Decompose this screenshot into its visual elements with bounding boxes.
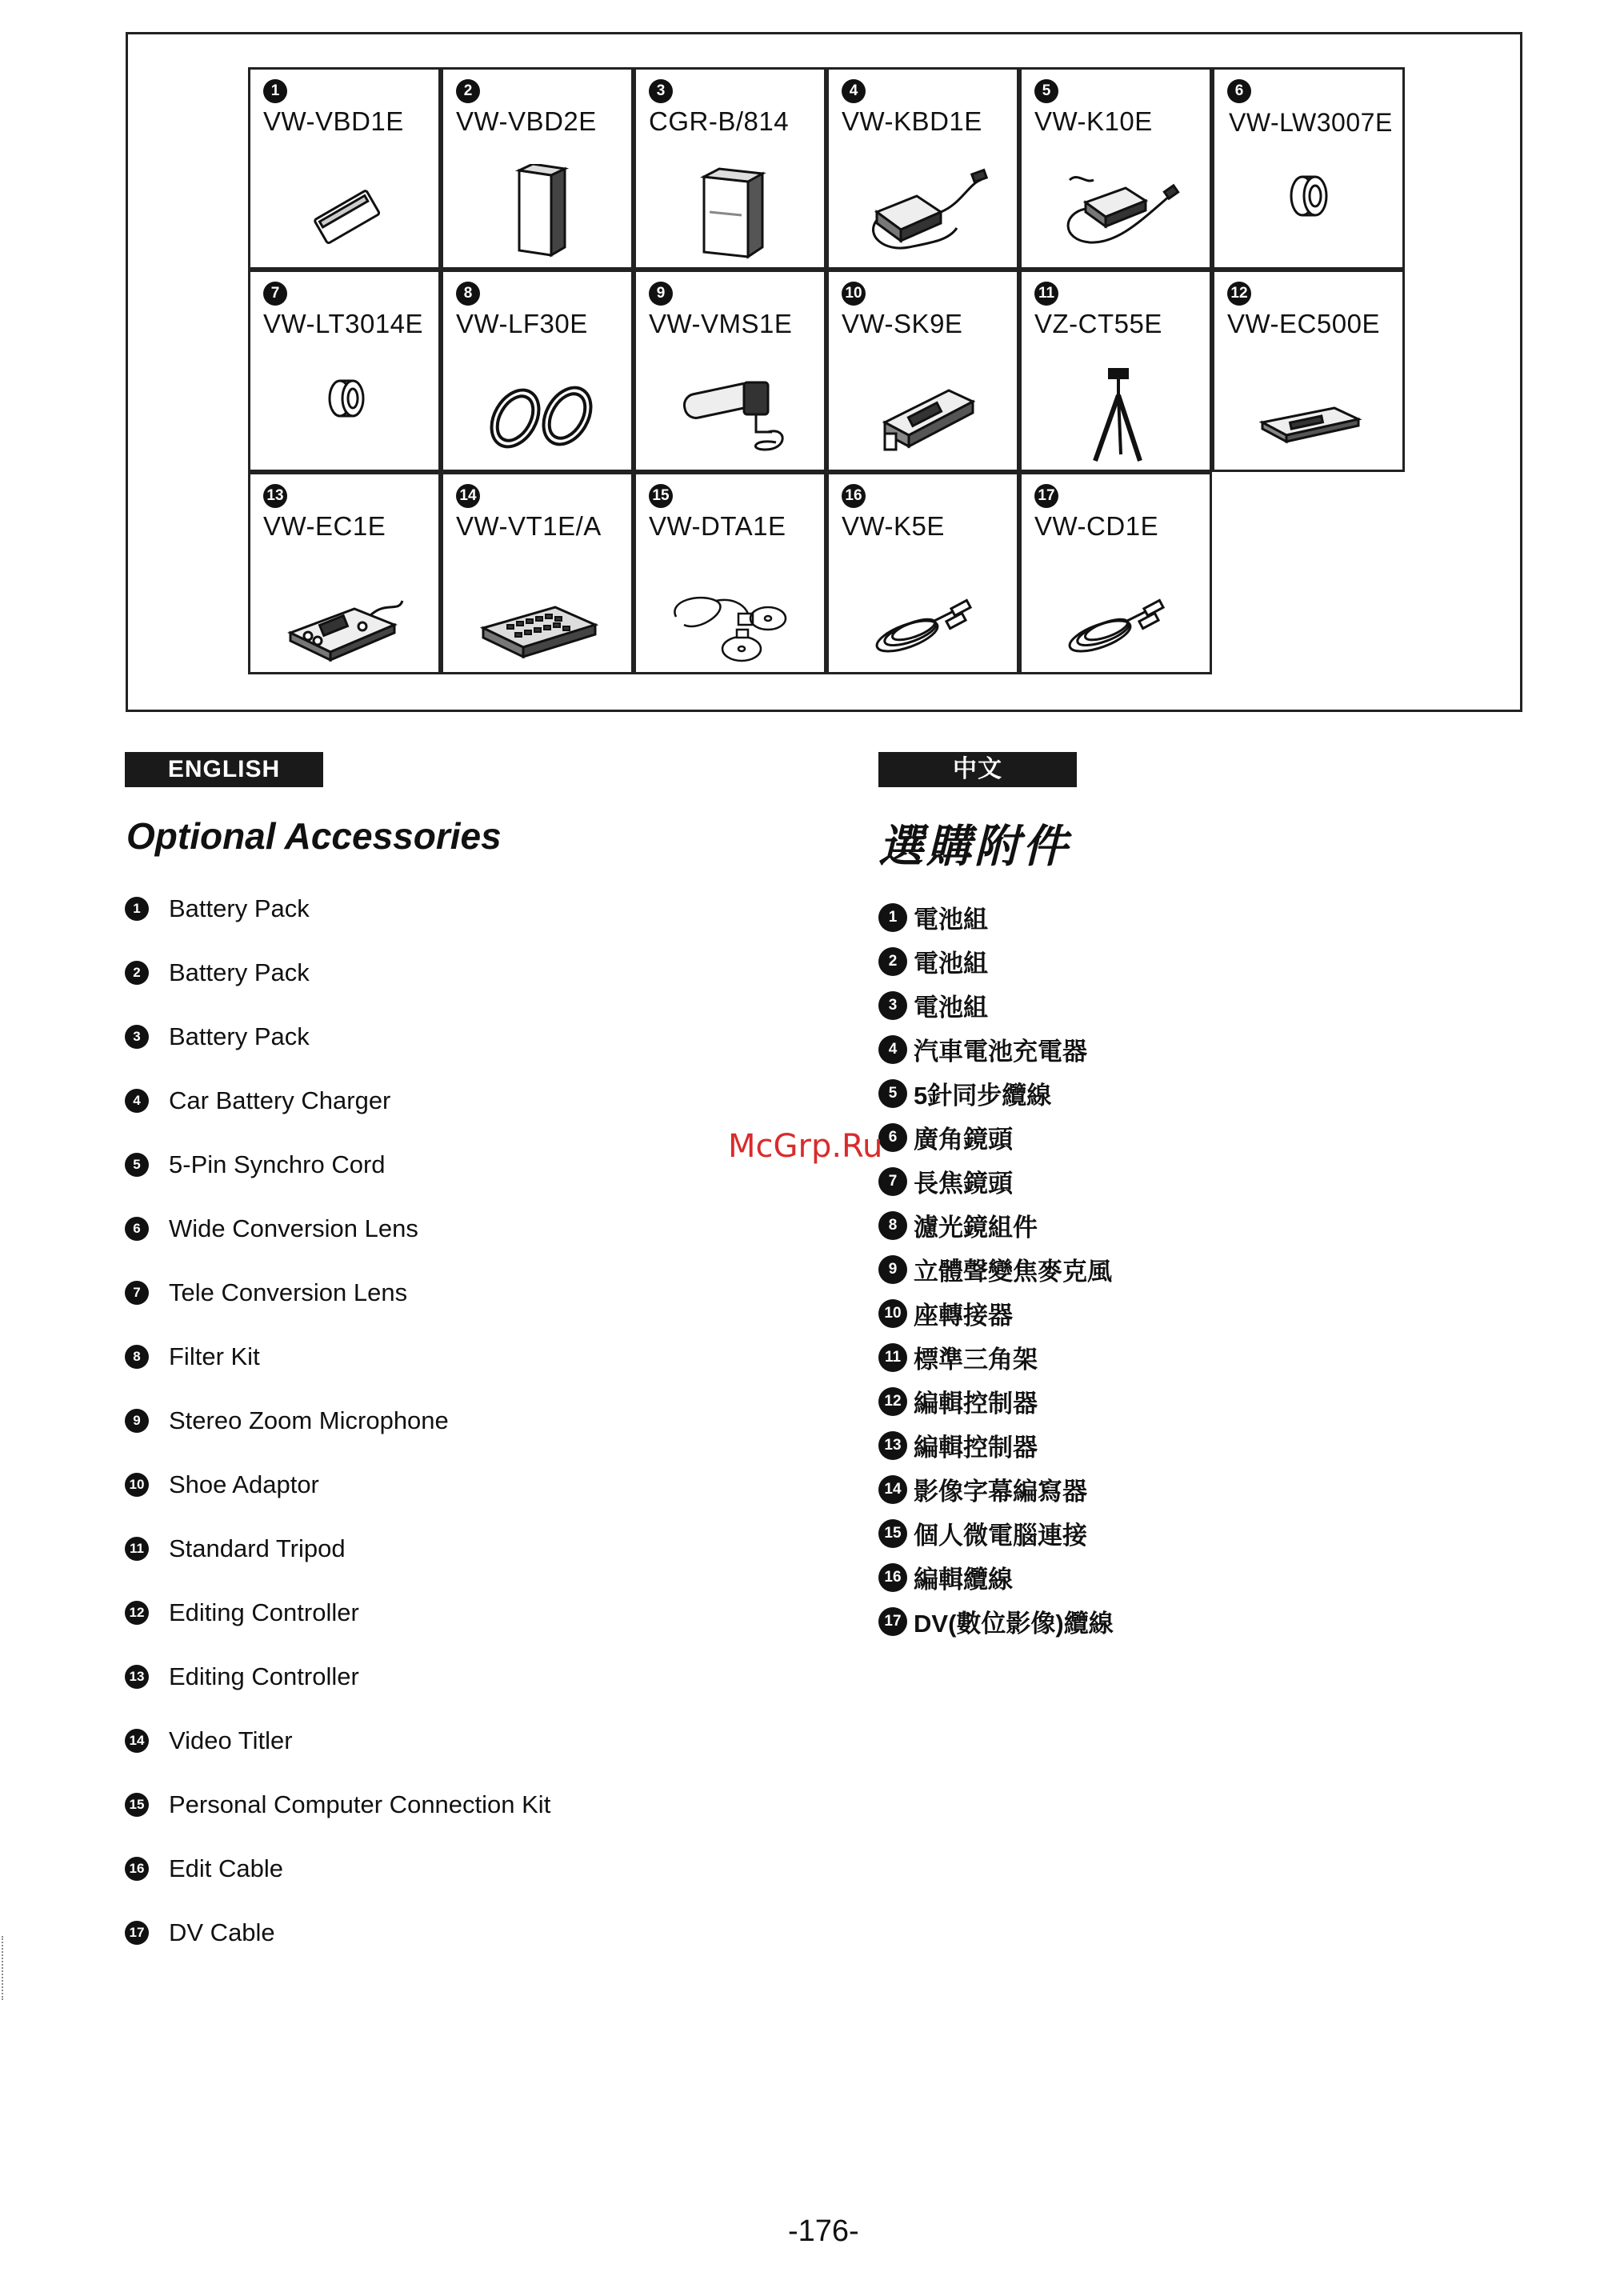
video-titler-icon [475, 569, 603, 665]
item-number-badge: 11 [125, 1537, 149, 1561]
list-item [878, 1339, 1038, 1373]
accessory-cell [1212, 270, 1405, 472]
item-label: Video Titler [169, 1726, 293, 1754]
model-number: VZ-CT55E [1034, 309, 1162, 338]
model-number: VW-VMS1E [649, 309, 793, 338]
model-number: VW-K5E [842, 511, 945, 541]
list-item [125, 1533, 346, 1565]
item-label: 立體聲變焦麥克風 [914, 1258, 1112, 1286]
item-number-badge: 15 [878, 1519, 907, 1548]
item-number-badge: 9 [649, 282, 673, 306]
item-number-badge: 17 [1034, 484, 1058, 508]
battery-pack-icon [475, 164, 603, 260]
accessory-cell [1019, 67, 1212, 270]
accessory-cell [441, 472, 634, 674]
list-item [125, 1789, 550, 1821]
item-label: 個人微電腦連接 [914, 1522, 1087, 1550]
editing-controller-icon [1246, 366, 1374, 462]
item-number-badge: 11 [1034, 282, 1058, 306]
item-number-badge: 7 [125, 1281, 149, 1305]
item-number-badge: 13 [878, 1431, 907, 1460]
item-label: DV Cable [169, 1918, 275, 1946]
item-label: 5針同步纜線 [914, 1082, 1052, 1110]
list-item [125, 1341, 260, 1373]
conversion-lens-icon [1246, 164, 1374, 260]
accessory-cell [826, 67, 1019, 270]
accessory-cell [441, 67, 634, 270]
item-label: 濾光鏡組件 [914, 1214, 1038, 1242]
item-number-badge: 4 [842, 79, 866, 103]
accessory-cell [1212, 67, 1405, 270]
model-number: VW-VBD2E [456, 106, 597, 136]
accessory-cell [441, 270, 634, 472]
scan-edge-mark [2, 1936, 5, 2000]
list-item [125, 1405, 449, 1437]
filter-rings-icon [475, 366, 603, 462]
item-number-badge: 16 [842, 484, 866, 508]
list-item [878, 1471, 1087, 1505]
item-label: 電池組 [914, 994, 988, 1022]
model-number: VW-SK9E [842, 309, 963, 338]
model-number: VW-LF30E [456, 309, 588, 338]
item-number-badge: 7 [878, 1167, 907, 1196]
cable-icon [1054, 569, 1182, 665]
item-number-badge: 1 [125, 897, 149, 921]
accessory-cell [248, 67, 441, 270]
model-number: VW-KBD1E [842, 106, 982, 136]
item-label: Standard Tripod [169, 1534, 346, 1562]
item-label: Editing Controller [169, 1662, 359, 1690]
item-label: Wide Conversion Lens [169, 1214, 418, 1242]
item-label: Battery Pack [169, 1022, 310, 1050]
list-item [125, 1597, 359, 1629]
list-item [125, 893, 310, 925]
battery-pack-icon [282, 164, 410, 260]
item-number-badge: 12 [878, 1387, 907, 1416]
item-number-badge: 12 [1227, 282, 1251, 306]
list-item [878, 899, 988, 933]
item-label: Personal Computer Connection Kit [169, 1790, 551, 1818]
editing-controller-icon [282, 569, 410, 665]
english-title: Optional Accessories [126, 815, 502, 857]
item-number-badge: 7 [263, 282, 287, 306]
list-item [878, 1119, 1013, 1153]
item-number-badge: 2 [125, 961, 149, 985]
item-number-badge: 9 [125, 1409, 149, 1433]
item-label: Editing Controller [169, 1598, 359, 1626]
accessory-cell [634, 67, 826, 270]
item-label: 長焦鏡頭 [914, 1170, 1013, 1198]
item-label: 汽車電池充電器 [914, 1038, 1087, 1066]
item-label: 影像字幕編寫器 [914, 1478, 1087, 1506]
item-number-badge: 9 [878, 1255, 907, 1284]
item-label: Battery Pack [169, 894, 310, 922]
list-item [878, 1427, 1038, 1461]
list-item [878, 1075, 1051, 1109]
item-number-badge: 2 [456, 79, 480, 103]
item-number-badge: 6 [125, 1217, 149, 1241]
list-item [125, 1853, 283, 1885]
cable-icon [861, 569, 989, 665]
item-number-badge: 1 [878, 903, 907, 932]
list-item [125, 1917, 275, 1949]
chinese-title: 選購附件 [878, 821, 1070, 871]
item-number-badge: 3 [878, 991, 907, 1020]
accessory-cell [248, 270, 441, 472]
model-number: VW-LW3007E [1229, 108, 1393, 137]
battery-pack-icon [668, 164, 796, 260]
item-number-badge: 5 [878, 1079, 907, 1108]
item-label: DV(數位影像)纜線 [914, 1610, 1114, 1638]
list-item [878, 1295, 1013, 1329]
accessories-grid [248, 67, 1405, 675]
conversion-lens-icon [282, 366, 410, 462]
item-label: Stereo Zoom Microphone [169, 1406, 449, 1434]
item-number-badge: 5 [1034, 79, 1058, 103]
list-item [125, 1021, 310, 1053]
list-item [125, 957, 310, 989]
accessory-cell [826, 472, 1019, 674]
item-label: 編輯控制器 [914, 1434, 1038, 1462]
chinese-section-tag: 中文 [878, 752, 1077, 787]
item-label: Battery Pack [169, 958, 310, 986]
list-item [125, 1661, 359, 1693]
item-number-badge: 14 [456, 484, 480, 508]
item-label: 廣角鏡頭 [914, 1126, 1013, 1154]
list-item [878, 987, 988, 1021]
item-label: 編輯纜線 [914, 1566, 1013, 1594]
item-label: Shoe Adaptor [169, 1470, 319, 1498]
item-number-badge: 6 [878, 1123, 907, 1152]
accessory-cell [1019, 472, 1212, 674]
item-number-badge: 1 [263, 79, 287, 103]
item-label: 座轉接器 [914, 1302, 1013, 1330]
microphone-icon [668, 366, 796, 462]
shoe-adaptor-icon [861, 366, 989, 462]
model-number: VW-K10E [1034, 106, 1153, 136]
list-item [125, 1469, 319, 1501]
watermark: McGrp.Ru [728, 1128, 883, 1165]
item-number-badge: 15 [649, 484, 673, 508]
item-number-badge: 17 [878, 1607, 907, 1636]
model-number: VW-LT3014E [263, 309, 424, 338]
item-label: Car Battery Charger [169, 1086, 391, 1114]
item-number-badge: 4 [878, 1035, 907, 1064]
item-number-badge: 11 [878, 1343, 907, 1372]
accessory-cell [634, 472, 826, 674]
item-label: 電池組 [914, 950, 988, 978]
list-item [125, 1149, 386, 1181]
item-label: Filter Kit [169, 1342, 260, 1370]
item-number-badge: 16 [878, 1563, 907, 1592]
item-number-badge: 10 [878, 1299, 907, 1328]
item-number-badge: 5 [125, 1153, 149, 1177]
item-label: 標準三角架 [914, 1346, 1038, 1374]
item-number-badge: 10 [842, 282, 866, 306]
list-item [878, 943, 988, 977]
car-charger-icon [861, 164, 989, 260]
model-number: VW-EC1E [263, 511, 386, 541]
item-number-badge: 13 [125, 1665, 149, 1689]
list-item [878, 1603, 1114, 1637]
list-item [125, 1085, 390, 1117]
item-number-badge: 14 [125, 1729, 149, 1753]
item-number-badge: 12 [125, 1601, 149, 1625]
list-item [878, 1383, 1038, 1417]
item-number-badge: 3 [649, 79, 673, 103]
english-section-tag: ENGLISH [125, 752, 323, 787]
item-number-badge: 8 [456, 282, 480, 306]
list-item [878, 1515, 1087, 1549]
list-item [878, 1559, 1013, 1593]
item-number-badge: 14 [878, 1475, 907, 1504]
item-number-badge: 17 [125, 1921, 149, 1945]
item-number-badge: 8 [878, 1211, 907, 1240]
model-number: CGR-B/814 [649, 106, 790, 136]
item-label: Tele Conversion Lens [169, 1278, 408, 1306]
pc-connection-kit-icon [668, 569, 796, 665]
list-item [878, 1031, 1087, 1065]
item-number-badge: 3 [125, 1025, 149, 1049]
item-label: Edit Cable [169, 1854, 284, 1882]
model-number: VW-DTA1E [649, 511, 786, 541]
item-number-badge: 16 [125, 1857, 149, 1881]
item-number-badge: 6 [1227, 79, 1251, 103]
item-number-badge: 10 [125, 1473, 149, 1497]
item-number-badge: 8 [125, 1345, 149, 1369]
item-label: 電池組 [914, 906, 988, 934]
page-number: -176- [788, 2214, 859, 2248]
item-number-badge: 2 [878, 947, 907, 976]
item-number-badge: 4 [125, 1089, 149, 1113]
model-number: VW-VBD1E [263, 106, 404, 136]
accessory-cell [248, 472, 441, 674]
list-item [878, 1163, 1013, 1197]
synchro-cord-icon [1054, 164, 1182, 260]
list-item [878, 1207, 1038, 1241]
list-item [125, 1277, 407, 1309]
model-number: VW-VT1E/A [456, 511, 602, 541]
list-item [125, 1213, 418, 1245]
list-item [878, 1251, 1112, 1285]
model-number: VW-CD1E [1034, 511, 1159, 541]
tripod-icon [1054, 366, 1182, 462]
model-number: VW-EC500E [1227, 309, 1380, 338]
item-number-badge: 15 [125, 1793, 149, 1817]
item-label: 5-Pin Synchro Cord [169, 1150, 386, 1178]
item-number-badge: 13 [263, 484, 287, 508]
accessory-cell [634, 270, 826, 472]
accessory-cell [1019, 270, 1212, 472]
accessory-cell [826, 270, 1019, 472]
item-label: 編輯控制器 [914, 1390, 1038, 1418]
list-item [125, 1725, 293, 1757]
